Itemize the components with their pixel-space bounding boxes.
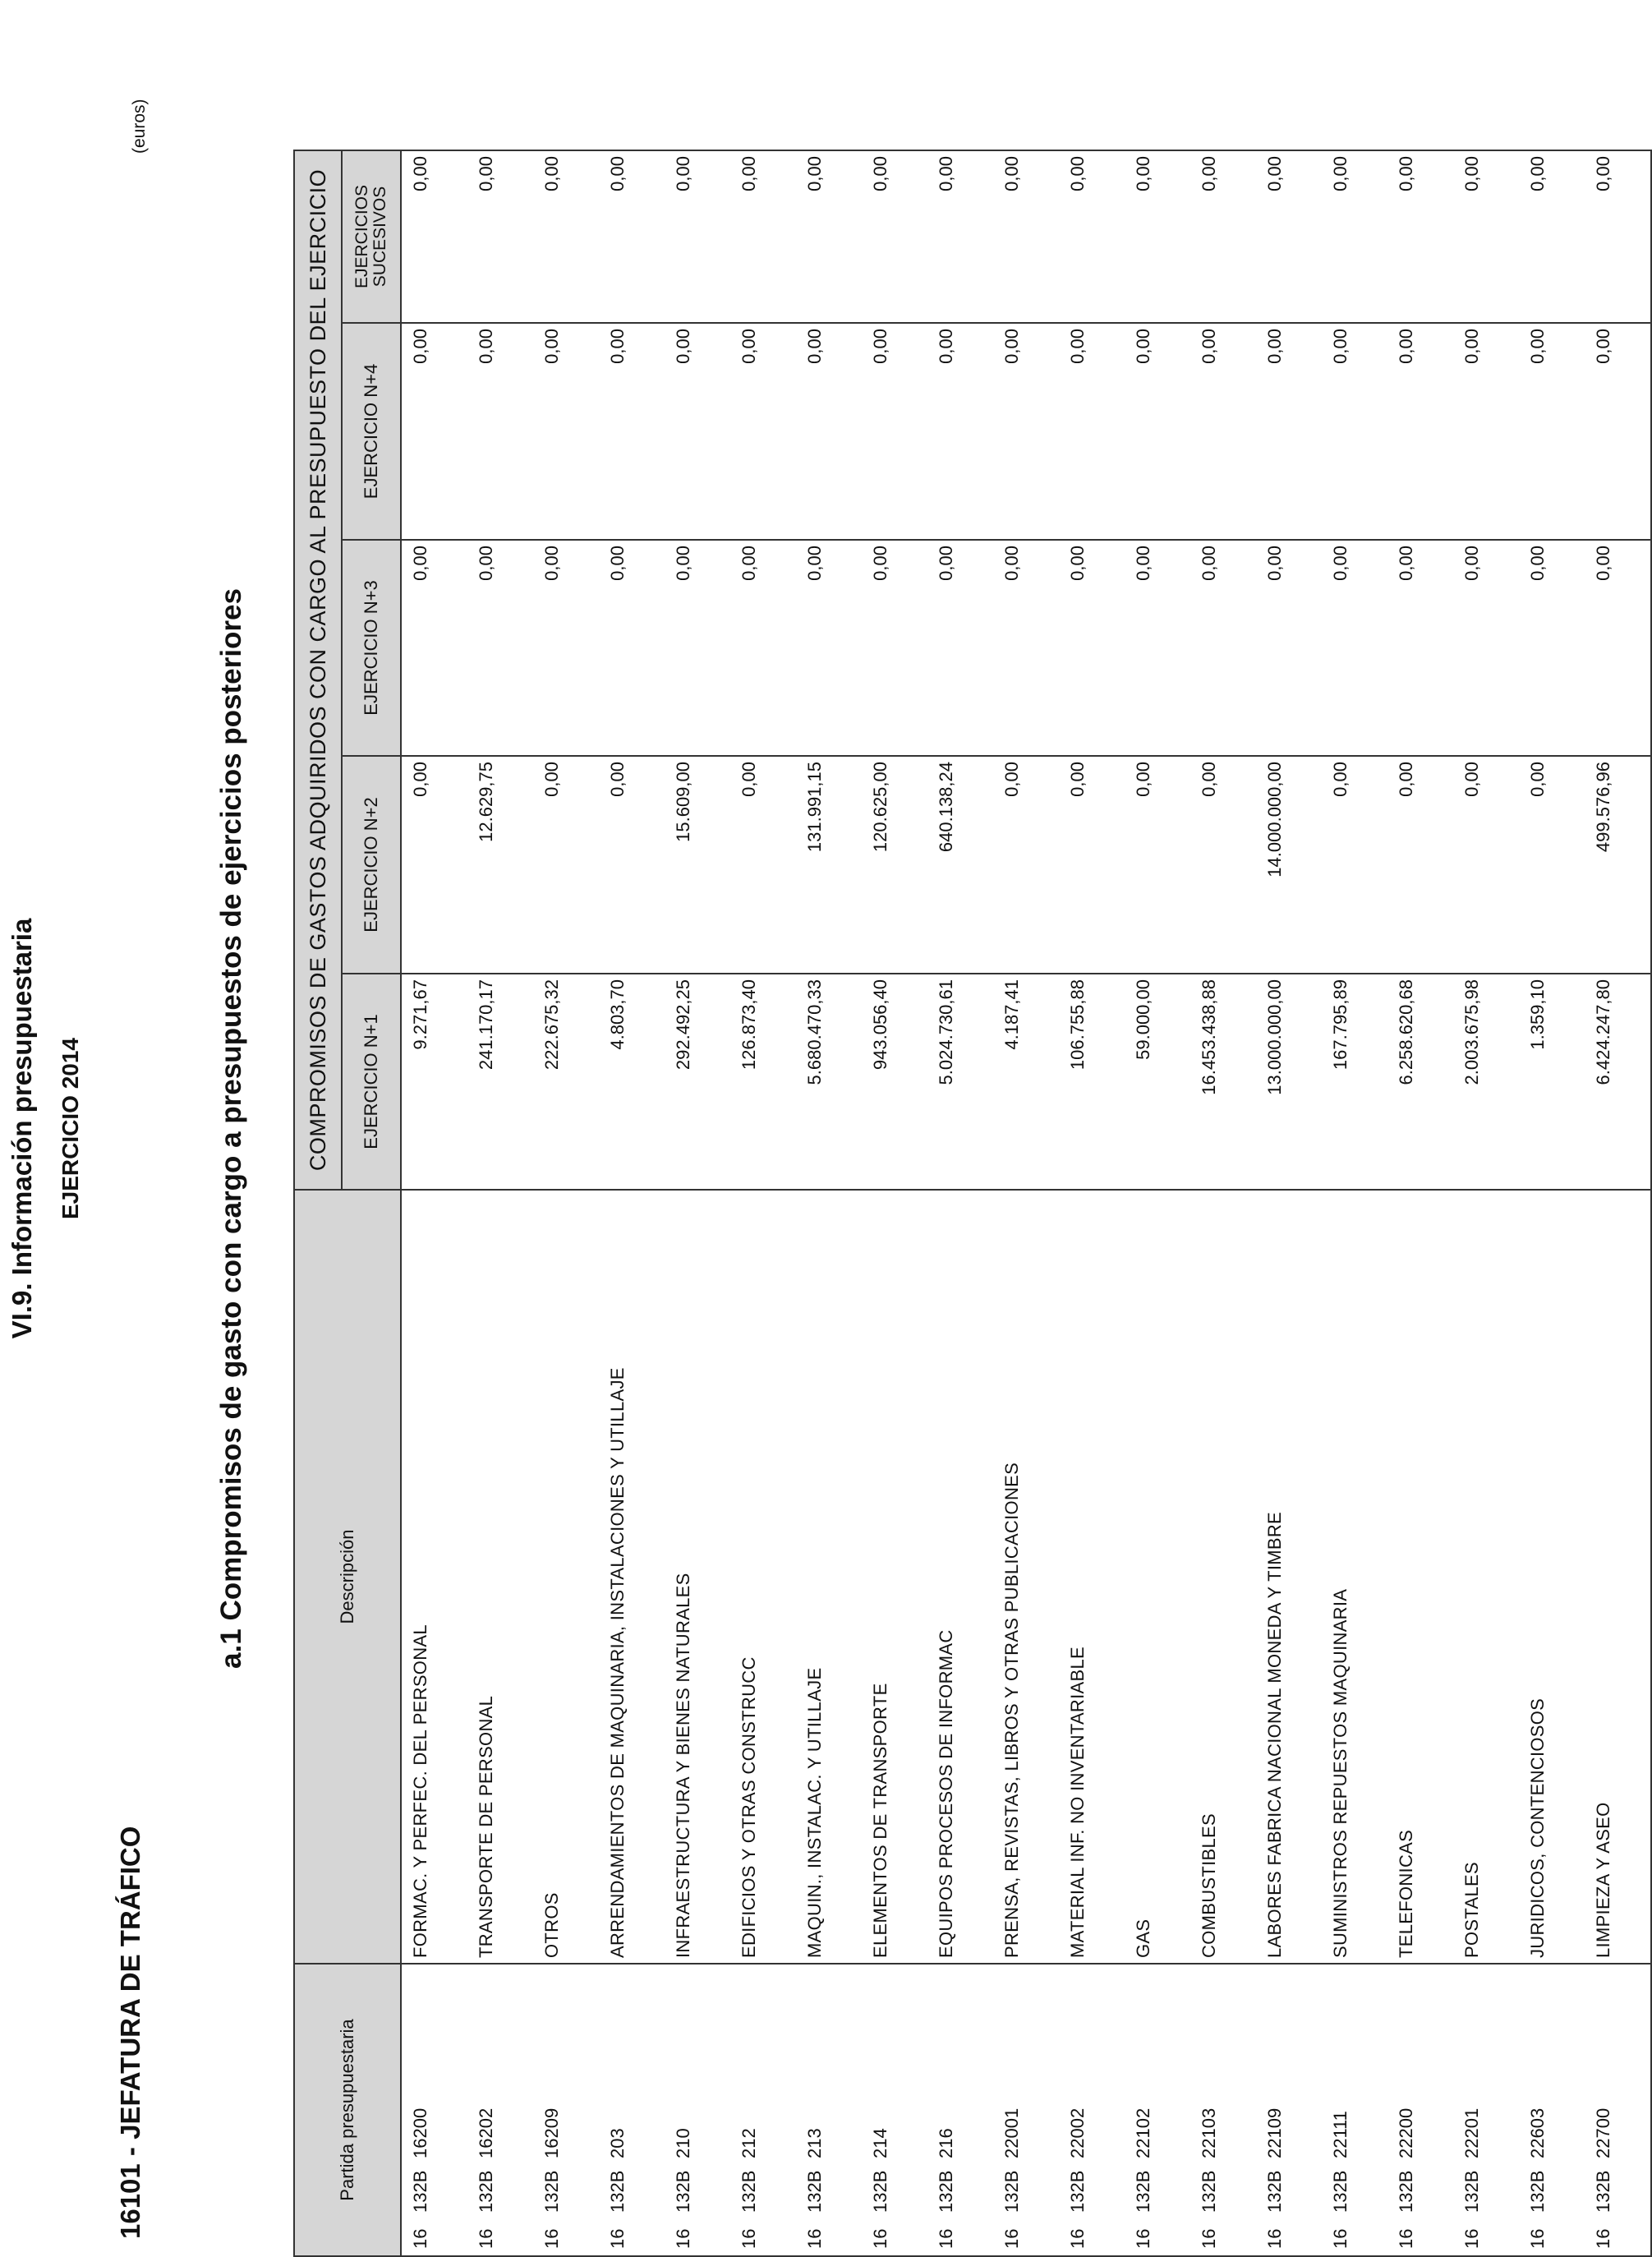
table-row [1322,150,1387,2256]
partida-cell [796,1964,862,2256]
economic-code: 22700 [1593,2107,1613,2158]
description-cell: COMBUSTIBLES [1190,1190,1256,1964]
header-descripcion: Descripción [294,1190,401,1964]
economic-code: 216 [936,2128,956,2158]
ejercicio-n3-cell: 0,00 [1322,540,1387,756]
description-cell: TELEFONICAS [1387,1190,1453,1964]
ejercicio-n4-cell: 0,00 [1190,323,1256,540]
ejercicios-sucesivos-cell: 0,00 [862,150,927,323]
ejercicios-sucesivos-cell: 0,00 [927,150,993,323]
program-code: 132B [1001,2170,1022,2213]
ejercicio-n1-cell: 59.000,00 [1125,974,1190,1190]
partida-cell [1190,1964,1256,2256]
ejercicio-n4-cell: 0,00 [993,323,1059,540]
ejercicio-n1-cell: 9.271,67 [401,974,467,1190]
ejercicio-n4-cell: 0,00 [467,323,533,540]
organic-code: 16 [607,2228,628,2249]
description-cell: MATERIAL INF. NO INVENTARIABLE [1059,1190,1125,1964]
ejercicio-n3-cell: 0,00 [862,540,927,756]
economic-code: 210 [673,2128,693,2158]
program-code: 132B [1199,2170,1219,2213]
ejercicio-n1-cell: 2.003.675,98 [1453,974,1519,1190]
ejercicios-sucesivos-cell: 0,00 [467,150,533,323]
organic-code: 16 [673,2228,693,2249]
economic-code: 22603 [1527,2107,1548,2158]
economic-code: 22102 [1133,2107,1153,2158]
ejercicios-sucesivos-cell: 0,00 [796,150,862,323]
description-cell: GAS [1125,1190,1190,1964]
description-cell: MAQUIN., INSTALAC. Y UTILLAJE [796,1190,862,1964]
table-row [796,150,862,2256]
ejercicios-sucesivos-cell: 0,00 [665,150,730,323]
ejercicio-n4-cell: 0,00 [1059,323,1125,540]
ejercicio-n4-cell: 0,00 [1387,323,1453,540]
ejercicio-n3-cell: 0,00 [1519,540,1585,756]
organic-code: 16 [1461,2228,1482,2249]
partida-cell [1059,1964,1125,2256]
ejercicio-n1-cell: 126.873,40 [730,974,796,1190]
entity-heading: 16101 - JEFATURA DE TRÁFICO [115,1826,145,2239]
ejercicios-sucesivos-cell: 0,00 [1387,150,1453,323]
ejercicio-n3-cell: 0,00 [927,540,993,756]
program-code: 132B [870,2170,890,2213]
economic-code: 203 [607,2128,628,2158]
program-code: 132B [1396,2170,1416,2213]
ejercicio-n3-cell: 0,00 [401,540,467,756]
economic-code: 16200 [410,2107,430,2158]
ejercicio-n2-cell: 0,00 [1519,756,1585,974]
ejercicio-n1-cell: 5.024.730,61 [927,974,993,1190]
description-cell: EQUIPOS PROCESOS DE INFORMAC [927,1190,993,1964]
economic-code: 22111 [1330,2111,1351,2158]
description-cell: TRANSPORTE DE PERSONAL [467,1190,533,1964]
ejercicio-n4-cell: 0,00 [599,323,665,540]
ejercicios-sucesivos-cell: 0,00 [1059,150,1125,323]
program-code: 132B [1067,2170,1088,2213]
document-title: VI.9. Información presupuestaria [7,918,37,1339]
description-cell: ELEMENTOS DE TRANSPORTE [862,1190,927,1964]
program-code: 132B [476,2170,496,2213]
header-sucesivos-line1: EJERCICIOS [352,184,371,289]
ejercicio-n2-cell: 640.138,24 [927,756,993,974]
ejercicio-n3-cell: 0,00 [1059,540,1125,756]
ejercicio-n3-cell: 0,00 [665,540,730,756]
economic-code: 16202 [476,2107,496,2158]
table-row [665,150,730,2256]
organic-code: 16 [936,2228,956,2249]
table-row [1585,150,1651,2256]
ejercicio-n2-cell: 0,00 [1322,756,1387,974]
ejercicio-n4-cell: 0,00 [927,323,993,540]
table-row [1190,150,1256,2256]
header-ejercicios-sucesivos [342,150,401,323]
organic-code: 16 [1067,2228,1088,2249]
ejercicio-n2-cell: 0,00 [993,756,1059,974]
ejercicio-n4-cell: 0,00 [533,323,599,540]
ejercicio-n2-cell: 120.625,00 [862,756,927,974]
table-row [599,150,665,2256]
economic-code: 214 [870,2128,890,2158]
section-title: a.1 Compromisos de gasto con cargo a presupuestos de ejercicios posteriores [215,588,247,1669]
ejercicio-n2-cell: 0,00 [1190,756,1256,974]
ejercicio-n1-cell: 4.803,70 [599,974,665,1190]
ejercicio-n3-cell: 0,00 [1585,540,1651,756]
ejercicio-n3-cell: 0,00 [467,540,533,756]
organic-code: 16 [1527,2228,1548,2249]
economic-code: 22103 [1199,2107,1219,2158]
ejercicio-n1-cell: 5.680.470,33 [796,974,862,1190]
description-cell: OTROS [533,1190,599,1964]
table-row [1453,150,1519,2256]
header-ejercicio-n1: EJERCICIO N+1 [342,974,401,1190]
table-row [1125,150,1190,2256]
ejercicios-sucesivos-cell: 0,00 [1125,150,1190,323]
commitments-table [293,150,1652,2257]
ejercicio-n3-cell: 0,00 [796,540,862,756]
ejercicio-n1-cell: 241.170,17 [467,974,533,1190]
ejercicio-n2-cell: 131.991,15 [796,756,862,974]
economic-code: 22001 [1001,2107,1022,2158]
units-label: (euros) [130,99,149,154]
table-row [1256,150,1322,2256]
description-cell: EDIFICIOS Y OTRAS CONSTRUCC [730,1190,796,1964]
ejercicios-sucesivos-cell: 0,00 [401,150,467,323]
organic-code: 16 [1199,2228,1219,2249]
ejercicios-sucesivos-cell: 0,00 [1585,150,1651,323]
partida-cell [1585,1964,1651,2256]
organic-code: 16 [476,2228,496,2249]
organic-code: 16 [1133,2228,1153,2249]
partida-cell [1387,1964,1453,2256]
description-cell: LIMPIEZA Y ASEO [1585,1190,1651,1964]
ejercicios-sucesivos-cell: 0,00 [730,150,796,323]
table-row [401,150,467,2256]
ejercicio-n1-cell: 222.675,32 [533,974,599,1190]
ejercicio-n1-cell: 6.424.247,80 [1585,974,1651,1190]
organic-code: 16 [1001,2228,1022,2249]
ejercicios-sucesivos-cell: 0,00 [1453,150,1519,323]
ejercicios-sucesivos-cell: 0,00 [1322,150,1387,323]
partida-cell [1453,1964,1519,2256]
table-row [1387,150,1453,2256]
ejercicio-n2-cell: 0,00 [1125,756,1190,974]
ejercicio-n2-cell: 14.000.000,00 [1256,756,1322,974]
description-cell: ARRENDAMIENTOS DE MAQUINARIA, INSTALACIONES Y UTILLAJE [599,1190,665,1964]
ejercicio-n4-cell: 0,00 [1256,323,1322,540]
ejercicio-n2-cell: 499.576,96 [1585,756,1651,974]
description-cell: POSTALES [1453,1190,1519,1964]
header-ejercicio-n2: EJERCICIO N+2 [342,756,401,974]
header-partida: Partida presupuestaria [294,1964,401,2256]
ejercicio-n2-cell: 0,00 [599,756,665,974]
ejercicio-n2-cell: 0,00 [1059,756,1125,974]
partida-cell [1322,1964,1387,2256]
organic-code: 16 [541,2228,562,2249]
program-code: 132B [1593,2170,1613,2213]
organic-code: 16 [739,2228,759,2249]
ejercicio-n4-cell: 0,00 [665,323,730,540]
table-row [993,150,1059,2256]
ejercicio-n1-cell: 4.187,41 [993,974,1059,1190]
partida-cell [993,1964,1059,2256]
description-cell: LABORES FABRICA NACIONAL MONEDA Y TIMBRE [1256,1190,1322,1964]
program-code: 132B [1527,2170,1548,2213]
organic-code: 16 [1264,2228,1285,2249]
ejercicio-n2-cell: 15.609,00 [665,756,730,974]
economic-code: 22200 [1396,2107,1416,2158]
ejercicios-sucesivos-cell: 0,00 [993,150,1059,323]
ejercicios-sucesivos-cell: 0,00 [533,150,599,323]
economic-code: 16209 [541,2107,562,2158]
partida-cell [927,1964,993,2256]
ejercicio-n4-cell: 0,00 [796,323,862,540]
header-ejercicio-n3: EJERCICIO N+3 [342,540,401,756]
ejercicios-sucesivos-cell: 0,00 [1519,150,1585,323]
header-sucesivos-line2: SUCESIVOS [370,186,389,288]
program-code: 132B [1264,2170,1285,2213]
fiscal-year-subtitle: EJERCICIO 2014 [58,1038,83,1219]
ejercicio-n1-cell: 1.359,10 [1519,974,1585,1190]
ejercicio-n4-cell: 0,00 [730,323,796,540]
organic-code: 16 [1330,2228,1351,2249]
table-row [927,150,993,2256]
program-code: 132B [541,2170,562,2213]
program-code: 132B [607,2170,628,2213]
partida-cell [665,1964,730,2256]
header-compromisos-group: COMPROMISOS DE GASTOS ADQUIRIDOS CON CARGO AL PRESUPUESTO DEL EJERCICIO [294,150,342,1190]
partida-cell [730,1964,796,2256]
ejercicio-n3-cell: 0,00 [533,540,599,756]
ejercicio-n4-cell: 0,00 [1322,323,1387,540]
organic-code: 16 [410,2228,430,2249]
economic-code: 22201 [1461,2107,1482,2158]
partida-cell [1256,1964,1322,2256]
organic-code: 16 [870,2228,890,2249]
ejercicios-sucesivos-cell: 0,00 [1190,150,1256,323]
ejercicio-n2-cell: 0,00 [1387,756,1453,974]
program-code: 132B [936,2170,956,2213]
partida-cell [599,1964,665,2256]
partida-cell [1519,1964,1585,2256]
organic-code: 16 [1593,2228,1613,2249]
ejercicio-n3-cell: 0,00 [1453,540,1519,756]
organic-code: 16 [804,2228,825,2249]
partida-cell [467,1964,533,2256]
ejercicio-n4-cell: 0,00 [1585,323,1651,540]
ejercicio-n2-cell: 12.629,75 [467,756,533,974]
program-code: 132B [1461,2170,1482,2213]
header-ejercicio-n4: EJERCICIO N+4 [342,323,401,540]
description-cell: SUMINISTROS REPUESTOS MAQUINARIA [1322,1190,1387,1964]
program-code: 132B [1133,2170,1153,2213]
description-cell: PRENSA, REVISTAS, LIBROS Y OTRAS PUBLICACIONES [993,1190,1059,1964]
ejercicio-n1-cell: 16.453.438,88 [1190,974,1256,1190]
program-code: 132B [1330,2170,1351,2213]
ejercicio-n1-cell: 13.000.000,00 [1256,974,1322,1190]
ejercicio-n4-cell: 0,00 [1125,323,1190,540]
ejercicio-n3-cell: 0,00 [730,540,796,756]
table-row [730,150,796,2256]
organic-code: 16 [1396,2228,1416,2249]
program-code: 132B [739,2170,759,2213]
economic-code: 213 [804,2128,825,2158]
ejercicio-n4-cell: 0,00 [1453,323,1519,540]
description-cell: JURIDICOS, CONTENCIOSOS [1519,1190,1585,1964]
partida-cell [1125,1964,1190,2256]
table-row [862,150,927,2256]
ejercicio-n2-cell: 0,00 [533,756,599,974]
description-cell: FORMAC. Y PERFEC. DEL PERSONAL [401,1190,467,1964]
ejercicio-n1-cell: 167.795,89 [1322,974,1387,1190]
ejercicio-n4-cell: 0,00 [401,323,467,540]
program-code: 132B [410,2170,430,2213]
ejercicio-n1-cell: 6.258.620,68 [1387,974,1453,1190]
partida-cell [401,1964,467,2256]
partida-cell [533,1964,599,2256]
ejercicio-n1-cell: 292.492,25 [665,974,730,1190]
ejercicios-sucesivos-cell: 0,00 [599,150,665,323]
ejercicio-n1-cell: 106.755,88 [1059,974,1125,1190]
ejercicio-n2-cell: 0,00 [730,756,796,974]
table-row [533,150,599,2256]
economic-code: 22109 [1264,2107,1285,2158]
ejercicio-n2-cell: 0,00 [1453,756,1519,974]
ejercicio-n3-cell: 0,00 [599,540,665,756]
ejercicio-n3-cell: 0,00 [1256,540,1322,756]
economic-code: 22002 [1067,2107,1088,2158]
ejercicio-n3-cell: 0,00 [1387,540,1453,756]
table-row [467,150,533,2256]
ejercicio-n1-cell: 943.056,40 [862,974,927,1190]
ejercicio-n4-cell: 0,00 [1519,323,1585,540]
table-body [401,150,1651,2256]
ejercicio-n3-cell: 0,00 [1190,540,1256,756]
ejercicio-n2-cell: 0,00 [401,756,467,974]
ejercicios-sucesivos-cell: 0,00 [1256,150,1322,323]
description-cell: INFRAESTRUCTURA Y BIENES NATURALES [665,1190,730,1964]
ejercicio-n4-cell: 0,00 [862,323,927,540]
table-row [1059,150,1125,2256]
ejercicio-n3-cell: 0,00 [1125,540,1190,756]
economic-code: 212 [739,2128,759,2158]
ejercicio-n3-cell: 0,00 [993,540,1059,756]
table-row [1519,150,1585,2256]
partida-cell [862,1964,927,2256]
program-code: 132B [673,2170,693,2213]
program-code: 132B [804,2170,825,2213]
